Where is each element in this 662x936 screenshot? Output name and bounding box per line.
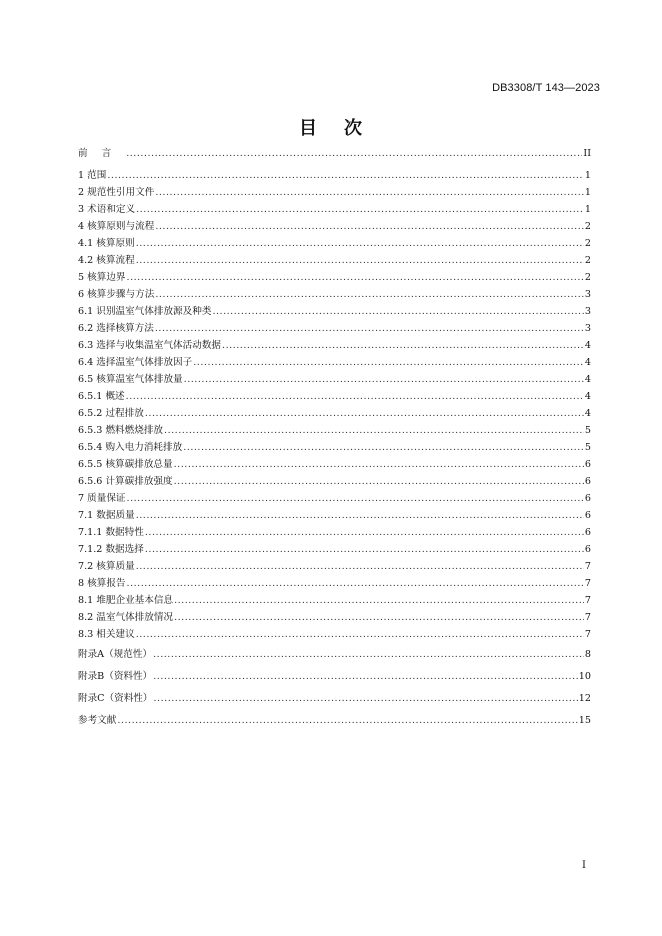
toc-entry-label: 6.4 选择温室气体排放因子 bbox=[78, 357, 193, 368]
toc-entry-label: 6.5.4 购入电力消耗排放 bbox=[78, 442, 183, 453]
toc-entry-label: 附录C（资料性） bbox=[78, 693, 153, 704]
toc-entry[interactable] bbox=[78, 612, 591, 624]
toc-entry[interactable] bbox=[78, 459, 591, 471]
toc-entry[interactable] bbox=[78, 340, 591, 352]
toc-entry[interactable] bbox=[78, 374, 591, 386]
toc-entry[interactable] bbox=[78, 272, 591, 284]
toc-entry-label: 8.2 温室气体排放情况 bbox=[78, 612, 174, 623]
toc-leader bbox=[126, 148, 582, 160]
toc-entry-page: 12 bbox=[578, 693, 591, 704]
toc-entry[interactable] bbox=[78, 527, 591, 539]
toc-leader bbox=[136, 204, 584, 216]
toc-entry[interactable] bbox=[78, 187, 591, 199]
toc-entry-label: 7.1.2 数据选择 bbox=[78, 544, 144, 555]
toc-entry[interactable] bbox=[78, 671, 591, 683]
toc-entry-label: 5 核算边界 bbox=[78, 272, 126, 283]
toc-entry[interactable] bbox=[78, 629, 591, 641]
toc-leader bbox=[155, 187, 584, 199]
toc-entry[interactable] bbox=[78, 306, 591, 318]
toc-entry-label: 前言 bbox=[78, 148, 126, 159]
toc-entry-page: 4 bbox=[584, 357, 591, 368]
toc-entry[interactable] bbox=[78, 649, 591, 661]
page-title bbox=[0, 114, 662, 140]
toc-entry-label: 参考文献 bbox=[78, 715, 117, 726]
toc-entry-page: 2 bbox=[584, 238, 591, 249]
toc-entry[interactable] bbox=[78, 693, 591, 705]
toc-leader bbox=[212, 306, 583, 318]
toc-entry-page: 7 bbox=[584, 595, 591, 606]
toc-leader bbox=[126, 391, 584, 403]
toc-entry-page: 1 bbox=[584, 170, 591, 181]
toc-leader bbox=[164, 425, 584, 437]
toc-leader bbox=[127, 493, 584, 505]
footer-page-number: I bbox=[582, 860, 586, 871]
toc-entry-label: 6.5.3 燃料燃烧排放 bbox=[78, 425, 164, 436]
toc-entry-page: 3 bbox=[584, 306, 591, 317]
toc-entry[interactable] bbox=[78, 221, 591, 233]
toc-entry-label: 6.2 选择核算方法 bbox=[78, 323, 154, 334]
toc-entry-label: 6.5.6 计算碳排放强度 bbox=[78, 476, 173, 487]
toc-leader bbox=[153, 671, 578, 683]
toc-entry-page: 6 bbox=[584, 493, 591, 504]
toc-entry-page: 6 bbox=[584, 544, 591, 555]
toc-entry[interactable] bbox=[78, 391, 591, 403]
toc-entry-label: 6.5.5 核算碳排放总量 bbox=[78, 459, 173, 470]
toc-leader bbox=[136, 238, 584, 250]
toc-entry-label: 3 术语和定义 bbox=[78, 204, 136, 215]
toc-entry-page: 6 bbox=[584, 459, 591, 470]
toc-leader bbox=[174, 459, 584, 471]
toc-entry-page: 3 bbox=[584, 323, 591, 334]
toc-entry-page: 5 bbox=[584, 425, 591, 436]
title-part-2: 次 bbox=[344, 118, 363, 139]
toc-entry-label: 6.3 选择与收集温室气体活动数据 bbox=[78, 340, 222, 351]
toc-entry[interactable] bbox=[78, 148, 591, 160]
toc-leader bbox=[136, 561, 584, 573]
toc-entry-label: 4 核算原则与流程 bbox=[78, 221, 155, 232]
toc-entry-label: 附录B（资料性） bbox=[78, 671, 153, 682]
toc-leader bbox=[222, 340, 584, 352]
toc-entry-label: 4.2 核算流程 bbox=[78, 255, 135, 266]
toc-entry-page: II bbox=[583, 148, 591, 159]
toc-leader bbox=[174, 612, 584, 624]
toc-entry-page: 7 bbox=[584, 629, 591, 640]
toc-entry-page: 10 bbox=[578, 671, 591, 682]
toc-leader bbox=[174, 595, 584, 607]
toc-entry-page: 7 bbox=[584, 561, 591, 572]
toc-entry[interactable] bbox=[78, 408, 591, 420]
toc-leader bbox=[154, 693, 578, 705]
standard-code: DB3308/T 143—2023 bbox=[492, 82, 600, 94]
toc-leader bbox=[184, 374, 584, 386]
toc-entry-label: 6.5.2 过程排放 bbox=[78, 408, 144, 419]
toc-entry-page: 4 bbox=[584, 374, 591, 385]
toc-leader bbox=[145, 408, 584, 420]
toc-entry-page: 1 bbox=[584, 187, 591, 198]
toc-entry[interactable] bbox=[78, 715, 591, 727]
toc-entry[interactable] bbox=[78, 255, 591, 267]
toc-entry-page: 3 bbox=[584, 289, 591, 300]
toc-entry-label: 6 核算步骤与方法 bbox=[78, 289, 155, 300]
toc-entry[interactable] bbox=[78, 544, 591, 556]
toc-entry[interactable] bbox=[78, 204, 591, 216]
toc-entry[interactable] bbox=[78, 323, 591, 335]
toc-leader bbox=[127, 272, 584, 284]
toc-entry-label: 8.1 堆肥企业基本信息 bbox=[78, 595, 174, 606]
toc-entry-page: 6 bbox=[584, 527, 591, 538]
toc-entry[interactable] bbox=[78, 238, 591, 250]
toc-leader bbox=[145, 527, 584, 539]
toc-entry-label: 6.5 核算温室气体排放量 bbox=[78, 374, 183, 385]
toc-entry[interactable] bbox=[78, 170, 591, 182]
toc-leader bbox=[155, 289, 584, 301]
toc-entry-label: 2 规范性引用文件 bbox=[78, 187, 155, 198]
toc-entry-page: 7 bbox=[584, 612, 591, 623]
toc-leader bbox=[174, 476, 584, 488]
toc-leader bbox=[145, 544, 584, 556]
toc-entry[interactable] bbox=[78, 357, 591, 369]
toc-entry-page: 4 bbox=[584, 391, 591, 402]
toc-entry-label: 7.1 数据质量 bbox=[78, 510, 135, 521]
toc-entry[interactable] bbox=[78, 510, 591, 522]
toc-leader bbox=[127, 578, 584, 590]
toc-entry-label: 6.5.1 概述 bbox=[78, 391, 125, 402]
toc-entry-page: 7 bbox=[584, 578, 591, 589]
toc-entry-label: 7.1.1 数据特性 bbox=[78, 527, 144, 538]
toc-entry-page: 2 bbox=[584, 221, 591, 232]
toc-entry[interactable] bbox=[78, 476, 591, 488]
toc-entry[interactable] bbox=[78, 493, 591, 505]
toc-entry-label: 附录A（规范性） bbox=[78, 649, 153, 660]
toc-entry-page: 6 bbox=[584, 510, 591, 521]
toc-entry[interactable] bbox=[78, 578, 591, 590]
toc-leader bbox=[193, 357, 584, 369]
toc-entry-label: 8 核算报告 bbox=[78, 578, 126, 589]
toc-entry-page: 15 bbox=[578, 715, 591, 726]
toc-entry[interactable] bbox=[78, 595, 591, 607]
toc-entry-label: 4.1 核算原则 bbox=[78, 238, 135, 249]
toc-entry-page: 6 bbox=[584, 476, 591, 487]
toc-leader bbox=[155, 323, 584, 335]
toc-entry-page: 1 bbox=[584, 204, 591, 215]
toc-leader bbox=[136, 629, 584, 641]
toc-entry-label: 6.1 识别温室气体排放源及种类 bbox=[78, 306, 212, 317]
toc-entry-page: 4 bbox=[584, 408, 591, 419]
toc-entry[interactable] bbox=[78, 561, 591, 573]
toc-leader bbox=[183, 442, 584, 454]
toc-entry-page: 4 bbox=[584, 340, 591, 351]
toc-entry-label: 8.3 相关建议 bbox=[78, 629, 135, 640]
toc-entry-page: 5 bbox=[584, 442, 591, 453]
toc-leader bbox=[107, 170, 584, 182]
toc-entry[interactable] bbox=[78, 425, 591, 437]
toc-leader bbox=[117, 715, 577, 727]
toc-leader bbox=[155, 221, 584, 233]
toc-entry-label: 7 质量保证 bbox=[78, 493, 126, 504]
title-part-1: 目 bbox=[299, 118, 318, 139]
toc-leader bbox=[136, 510, 584, 522]
toc-leader bbox=[136, 255, 584, 267]
toc-entry-label: 1 范围 bbox=[78, 170, 107, 181]
toc-entry[interactable] bbox=[78, 442, 591, 454]
toc-leader bbox=[153, 649, 584, 661]
toc-entry-page: 8 bbox=[584, 649, 591, 660]
toc-entry-page: 2 bbox=[584, 255, 591, 266]
toc-entry-page: 2 bbox=[584, 272, 591, 283]
toc-entry[interactable] bbox=[78, 289, 591, 301]
toc-entry-label: 7.2 核算质量 bbox=[78, 561, 135, 572]
